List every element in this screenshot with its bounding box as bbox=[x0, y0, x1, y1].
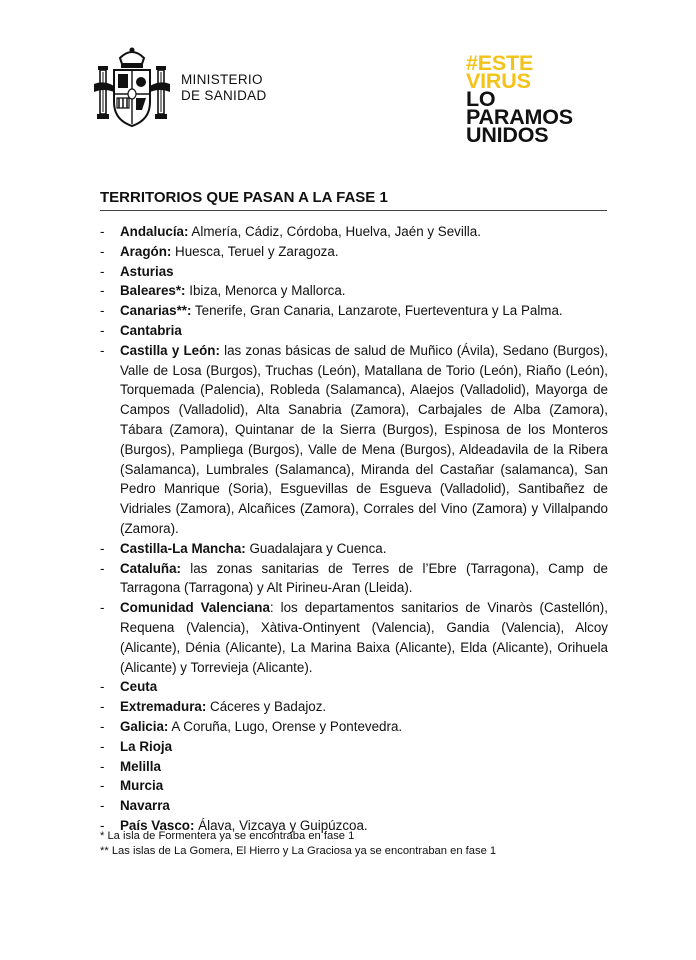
coat-of-arms-icon bbox=[92, 44, 172, 132]
territory-name: Cantabria bbox=[120, 322, 182, 338]
list-item bbox=[100, 539, 608, 559]
territory-detail: Ibiza, Menorca y Mallorca. bbox=[185, 283, 346, 299]
territory-name: País Vasco: bbox=[120, 817, 195, 833]
footnotes bbox=[100, 829, 496, 859]
bullet-dash: - bbox=[100, 758, 105, 774]
bullet-dash: - bbox=[100, 283, 105, 299]
list-item bbox=[100, 776, 608, 796]
bullet-dash: - bbox=[100, 224, 105, 239]
bullet-dash: - bbox=[100, 560, 105, 576]
territory-name: Baleares*: bbox=[120, 283, 186, 299]
bullet-dash: - bbox=[100, 778, 105, 794]
territory-name: Cataluña: bbox=[120, 560, 182, 576]
list-item bbox=[100, 677, 608, 697]
territory-name: La Rioja bbox=[120, 738, 173, 754]
territory-name: Navarra bbox=[120, 798, 170, 814]
list-item bbox=[100, 262, 608, 282]
list-item bbox=[100, 321, 608, 341]
title-underline bbox=[100, 210, 607, 211]
slogan-line-2: VIRUS bbox=[466, 69, 531, 93]
list-item bbox=[100, 598, 608, 677]
header bbox=[0, 0, 696, 160]
list-item bbox=[100, 301, 608, 321]
ministry-line-1: MINISTERIO bbox=[181, 72, 263, 87]
territory-name: Castilla-La Mancha: bbox=[120, 540, 246, 556]
territory-detail: : los departamentos sanitarios de Vinaròs (Castellón), Requena (Valencia), Xàtiva-Ontinyent (Valencia), Gandia (Valencia), Alcoy (Alicante), Dénia (Alicante), La Marina Baixa (Alicante), Elda (Alicante), Orihuela (Alicante) y Torrevieja (Alicante). bbox=[120, 600, 608, 675]
bullet-dash: - bbox=[100, 540, 105, 556]
bullet-dash: - bbox=[100, 322, 105, 338]
territory-detail: Tenerife, Gran Canaria, Lanzarote, Fuerteventura y La Palma. bbox=[191, 303, 563, 319]
slogan-line-4: PARAMOS bbox=[466, 105, 573, 129]
territory-name: Ceuta bbox=[120, 679, 158, 695]
list-item bbox=[100, 341, 608, 539]
list-item bbox=[100, 242, 608, 262]
territory-name: Asturias bbox=[120, 263, 174, 279]
territory-list bbox=[100, 222, 608, 836]
territory-name: Melilla bbox=[120, 758, 161, 774]
document-title: TERRITORIOS QUE PASAN A LA FASE 1 bbox=[100, 189, 388, 206]
slogan-line-5: UNIDOS bbox=[466, 123, 549, 147]
bullet-dash: - bbox=[100, 699, 105, 715]
territory-name: Galicia: bbox=[120, 718, 169, 734]
ministry-name bbox=[181, 72, 267, 104]
territory-name: Murcia bbox=[120, 778, 164, 794]
bullet-dash: - bbox=[100, 718, 105, 734]
territory-detail: Huesca, Teruel y Zaragoza. bbox=[171, 243, 339, 259]
list-item bbox=[100, 757, 608, 777]
territory-name: Castilla y León: bbox=[120, 342, 220, 358]
territory-detail: Almería, Cádiz, Córdoba, Huelva, Jaén y Sevilla. bbox=[188, 224, 481, 239]
territory-name: Extremadura: bbox=[120, 699, 207, 715]
slogan-line-3: LO bbox=[466, 87, 496, 111]
territory-detail: las zonas básicas de salud de Muñico (Ávila), Sedano (Burgos), Valle de Losa (Burgos), Truchas (León), Matallana de Torio (León), Riaño (León), Torquemada (Palencia), Robleda (Salamanca), Alaejos (Valladolid), Mayorga de Campos (Valladolid), Alta Sanabria (Zamora), Carbajales de Alba (Zamora), Tábara (Zamora), Quintanar de la Sierra (Burgos), Espinosa de los Monteros (Burgos), Pampliega (Burgos), Valle de Mena (Burgos), Aldeadavila de la Ribera (Salamanca), Lumbrales (Salamanca), Miranda del Castañar (salamanca), San Pedro Manrique (Soria), Esguevillas de Esgueva (Valladolid), Santibañez de Vidriales (Zamora), Alcañices (Zamora), Corrales del Vino (Zamora) y Villalpando (Zamora). bbox=[120, 342, 608, 536]
list-item bbox=[100, 559, 608, 599]
bullet-dash: - bbox=[100, 303, 105, 319]
campaign-slogan bbox=[466, 51, 573, 147]
footnote-2: ** Las islas de La Gomera, El Hierro y La Graciosa ya se encontraban en fase 1 bbox=[100, 845, 497, 857]
list-item bbox=[100, 796, 608, 816]
bullet-dash: - bbox=[100, 817, 105, 833]
list-item bbox=[100, 697, 608, 717]
bullet-dash: - bbox=[100, 342, 105, 358]
bullet-dash: - bbox=[100, 263, 105, 279]
territory-name: Canarias**: bbox=[120, 303, 192, 319]
territory-detail: A Coruña, Lugo, Orense y Pontevedra. bbox=[168, 718, 403, 734]
ministry-line-2: DE SANIDAD bbox=[181, 88, 267, 103]
territory-detail: Guadalajara y Cuenca. bbox=[245, 540, 387, 556]
list-item bbox=[100, 222, 608, 242]
list-item bbox=[100, 737, 608, 757]
list-item bbox=[100, 717, 608, 737]
territory-detail: las zonas sanitarias de Terres de l’Ebre (Tarragona), Camp de Tarragona (Tarragona) y Alt Pirineu-Aran (Lleida). bbox=[120, 560, 608, 596]
bullet-dash: - bbox=[100, 679, 105, 695]
territory-name: Comunidad Valenciana bbox=[120, 600, 270, 616]
territory-detail: Cáceres y Badajoz. bbox=[206, 699, 327, 715]
bullet-dash: - bbox=[100, 243, 105, 259]
territory-detail: Álava, Vizcaya y Guipúzcoa. bbox=[194, 817, 368, 833]
list-item bbox=[100, 281, 608, 301]
bullet-dash: - bbox=[100, 600, 105, 616]
slogan-line-1: #ESTE bbox=[466, 51, 534, 75]
bullet-dash: - bbox=[100, 798, 105, 814]
territory-name: Andalucía: bbox=[120, 224, 189, 239]
territory-name: Aragón: bbox=[120, 243, 172, 259]
footnote-1: * La isla de Formentera ya se encontraba en fase 1 bbox=[100, 830, 355, 842]
bullet-dash: - bbox=[100, 738, 105, 754]
